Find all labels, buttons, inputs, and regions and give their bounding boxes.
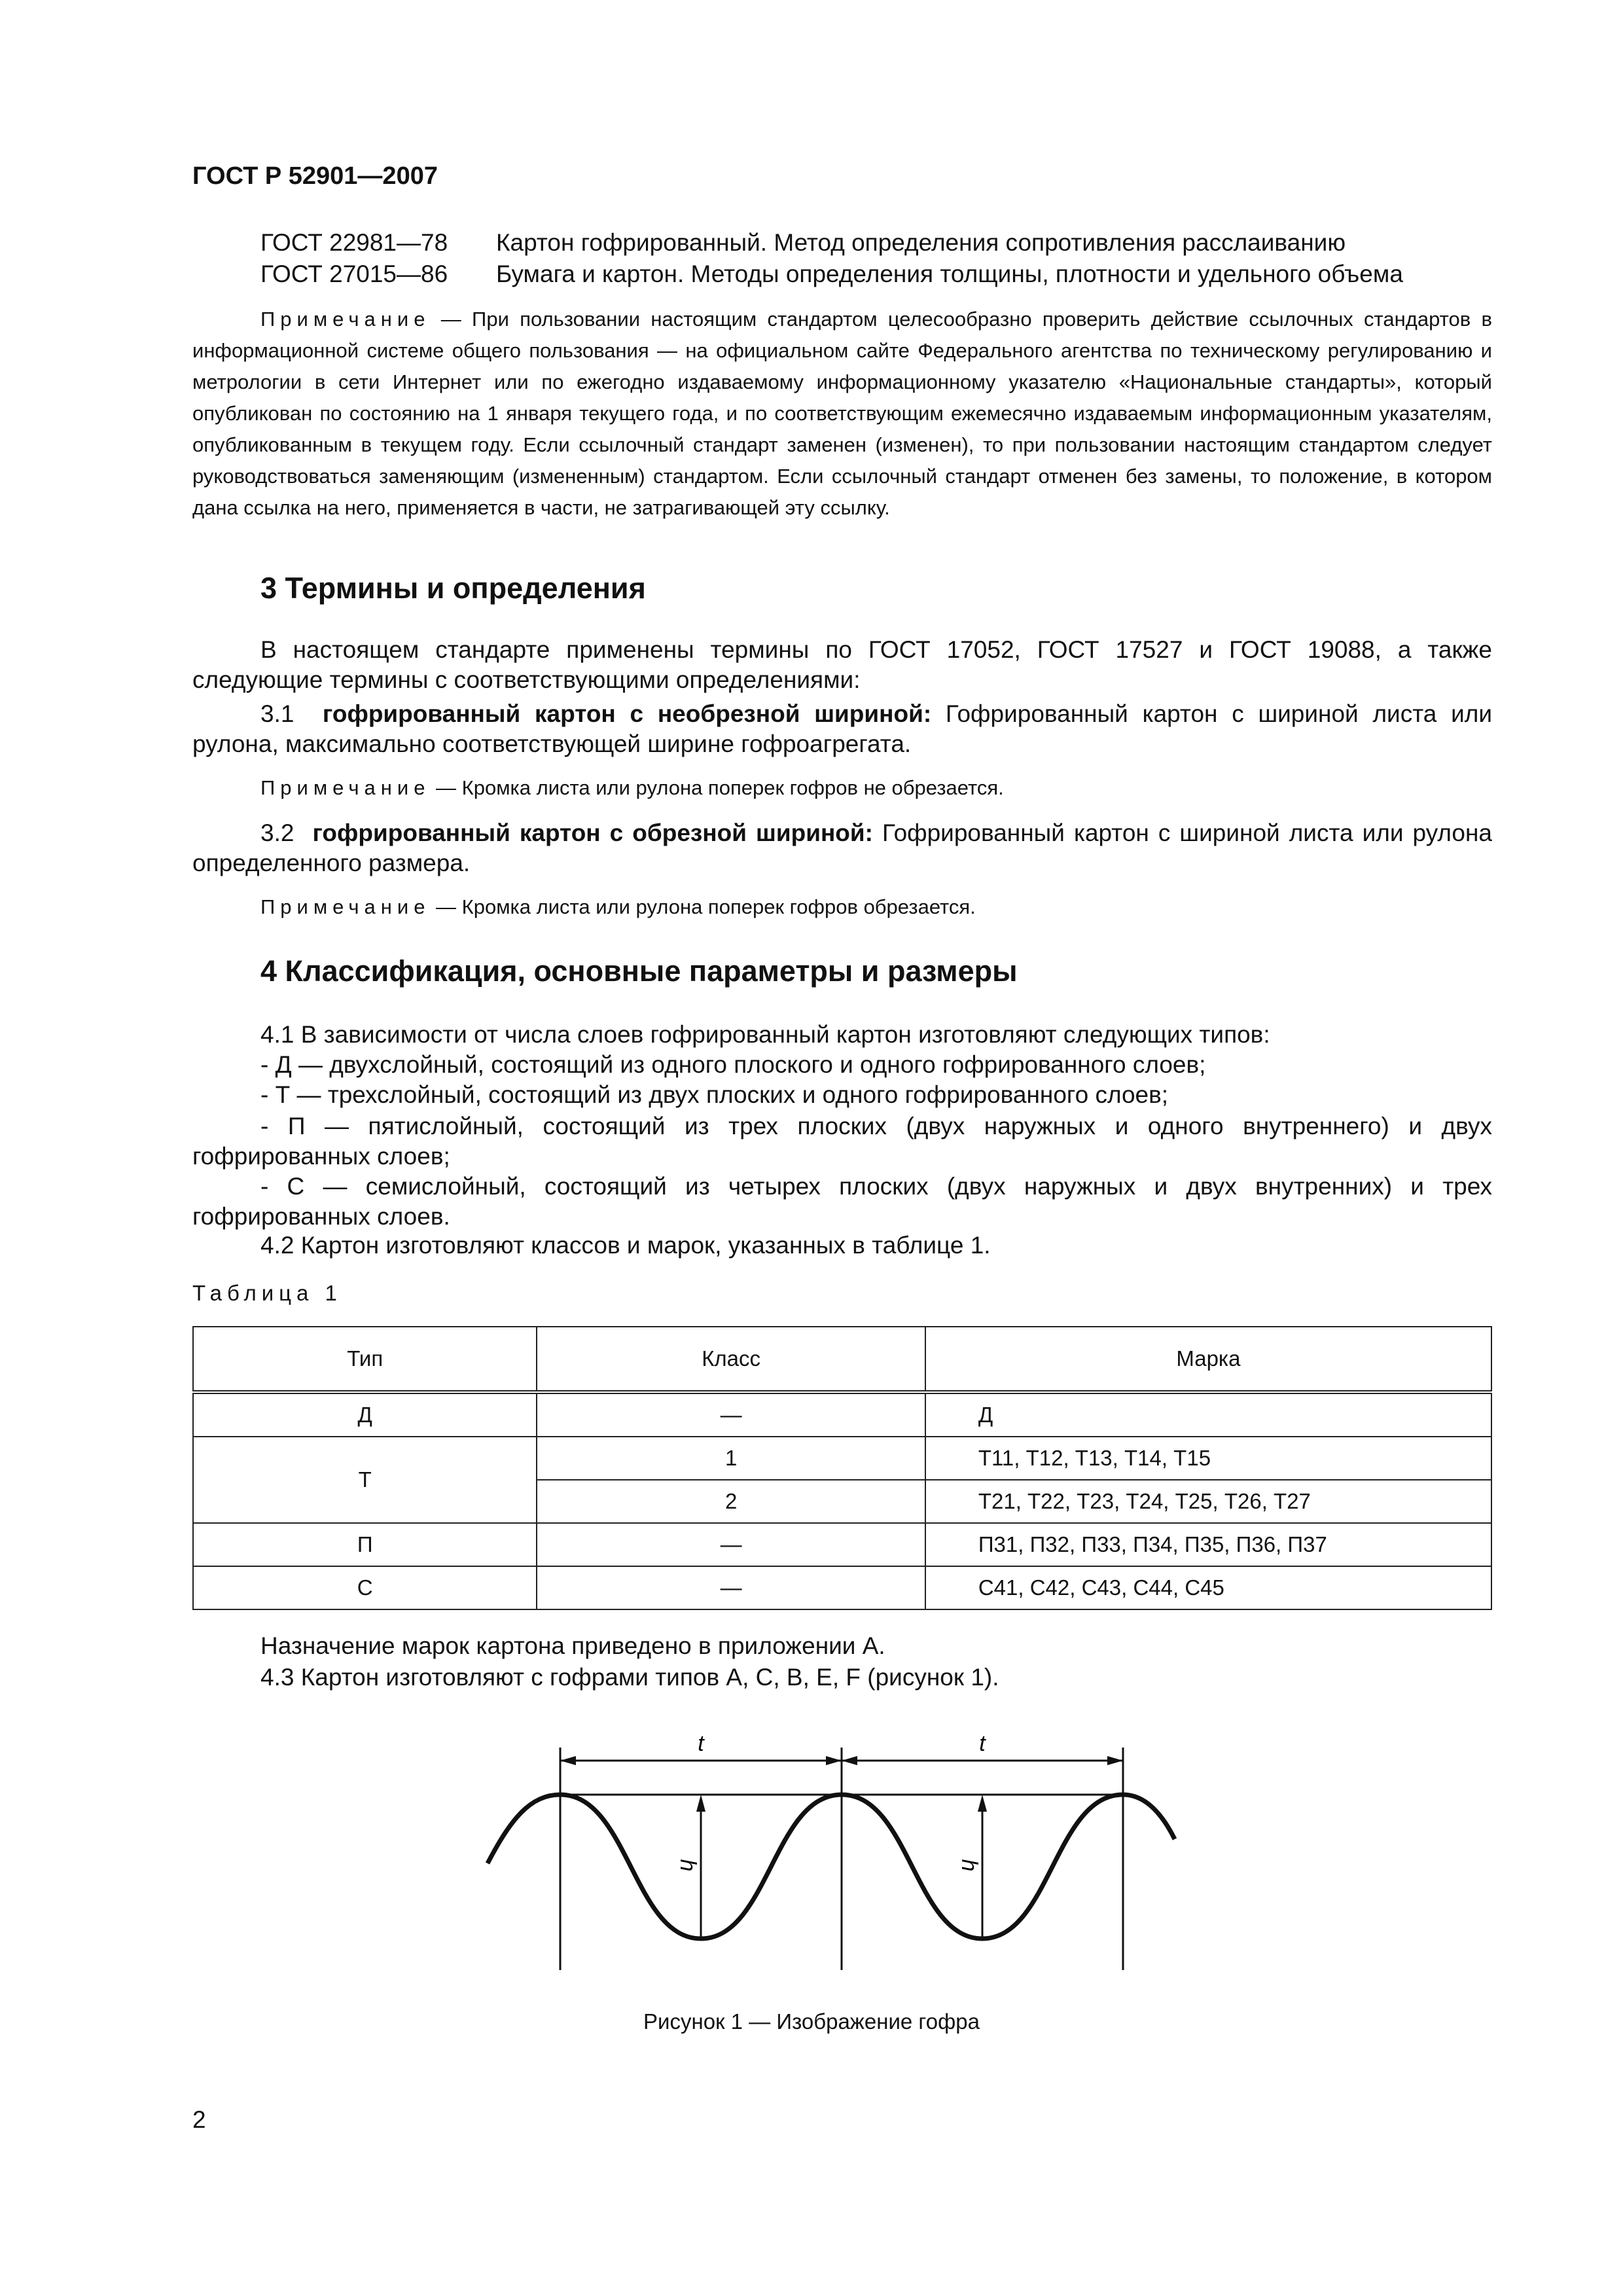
cell-marks: Т21, Т22, Т23, Т24, Т25, Т26, Т27 [925, 1480, 1491, 1523]
header-class: Класс [537, 1327, 925, 1392]
label-h: h [957, 1859, 982, 1872]
arrowhead [696, 1795, 705, 1812]
list-item-type-d: - Д — двухслойный, состоящий из одного плоского и одного гофрированного слоев; [260, 1051, 1206, 1078]
note-label: Примечание [260, 776, 431, 799]
cell-type: С [193, 1566, 537, 1609]
paragraph-4-2: 4.2 Картон изготовляют классов и марок, указанных в таблице 1. [260, 1232, 991, 1259]
page-number: 2 [192, 2106, 206, 2133]
header-marks: Марка [925, 1327, 1491, 1392]
note-label: Примечание [260, 895, 431, 918]
term-3-1 [192, 699, 1492, 759]
term-name: гофрированный картон с обрезной шириной: [312, 819, 873, 846]
after-table-text: Назначение марок картона приведено в приложении А. [260, 1632, 885, 1659]
label-t: t [698, 1731, 704, 1756]
reference-row [260, 229, 1346, 257]
term-3-2 [192, 818, 1492, 878]
arrowhead [560, 1756, 576, 1765]
term-number: 3.2 [260, 819, 294, 846]
cell-marks: П31, П32, П33, П34, П35, П36, П37 [925, 1523, 1491, 1566]
cell-class: — [537, 1566, 925, 1609]
figure-caption: Рисунок 1 — Изображение гофра [643, 2009, 980, 2034]
reference-title: Бумага и картон. Методы определения толщины, плотности и удельного объема [496, 260, 1403, 287]
table-label: Таблица 1 [192, 1281, 342, 1305]
note-text: — Кромка листа или рулона поперек гофров не обрезается. [430, 776, 1004, 799]
arrowhead [826, 1756, 842, 1765]
term-definition: Гофрированный картон с шириной листа или рулона определенного размера. [192, 819, 1493, 876]
note-label: Примечание [260, 308, 431, 331]
cell-class: 2 [537, 1480, 925, 1523]
section-4-title: 4 Классификация, основные параметры и размеры [260, 954, 1018, 988]
corrugation-figure [471, 1728, 1178, 1977]
corrugation-wave [488, 1795, 1175, 1939]
label-t: t [979, 1731, 986, 1756]
cell-type: Д [193, 1392, 537, 1437]
note-referenced-standards [192, 304, 1492, 524]
cell-class: — [537, 1523, 925, 1566]
reference-code: ГОСТ 22981—78 [260, 229, 448, 256]
cell-class: — [537, 1392, 925, 1437]
note-text: — Кромка листа или рулона поперек гофров обрезается. [430, 895, 976, 918]
header-type: Тип [193, 1327, 537, 1392]
table-row [193, 1523, 1491, 1566]
list-item-type-s: - С — семислойный, состоящий из четырех плоских (двух наружных и двух внутренних) и трех гофрированных слоев. [192, 1173, 1492, 1230]
section-3-title: 3 Термины и определения [260, 571, 646, 605]
arrowhead [842, 1756, 857, 1765]
table-header-row [193, 1327, 1491, 1392]
note-text: — При пользовании настоящим стандартом целесообразно проверить действие ссылочных стандартов в информационной системе общего пользования — на официальном сайте Федерального агентства по техническому регулированию и метрологии в сети Интернет или по ежегодно издаваемому информационному указателю «Национальные стандарты», который опубликован по состоянию на 1 января текущего года, и по соответствующим ежемесячно издаваемым информационным указателям, опубликованным в текущем году. Если ссылочный стандарт заменен (изменен), то при пользовании настоящим стандартом следует руководствоваться заменяющим (измененным) стандартом. Если ссылочный стандарт отменен без замены, то положение, в котором дана ссылка на него, применяется в части, не затрагивающей эту ссылку. [192, 308, 1492, 519]
document-header: ГОСТ Р 52901—2007 [192, 162, 438, 190]
section-3-intro: В настоящем стандарте применены термины по ГОСТ 17052, ГОСТ 17527 и ГОСТ 19088, а также следующие термины с соответствующими определениями: [192, 636, 1492, 693]
arrowhead [978, 1795, 987, 1812]
reference-row [260, 260, 1403, 288]
note-term-3-2 [260, 895, 976, 919]
list-item-type-p: - П — пятислойный, состоящий из трех плоских (двух наружных и одного внутреннего) и двух гофрированных слоев; [192, 1113, 1492, 1170]
reference-title: Картон гофрированный. Метод определения сопротивления расслаиванию [496, 229, 1346, 256]
term-definition: Гофрированный картон с шириной листа или рулона, максимально соответствующей ширине гофроагрегата. [192, 700, 1492, 757]
note-term-3-1 [260, 776, 1004, 800]
cell-marks: Т11, Т12, Т13, Т14, Т15 [925, 1437, 1491, 1480]
table-row [193, 1566, 1491, 1609]
cell-type: П [193, 1523, 537, 1566]
arrowhead [1107, 1756, 1123, 1765]
cell-type: Т [193, 1437, 537, 1523]
reference-code: ГОСТ 27015—86 [260, 260, 448, 287]
table-row [193, 1392, 1491, 1437]
classification-table [192, 1326, 1492, 1610]
table-row [193, 1437, 1491, 1480]
list-item-type-t: - Т — трехслойный, состоящий из двух плоских и одного гофрированного слоев; [260, 1081, 1169, 1108]
paragraph-4-3: 4.3 Картон изготовляют с гофрами типов А, С, В, Е, F (рисунок 1). [260, 1664, 999, 1691]
term-name: гофрированный картон с необрезной шириной: [322, 700, 932, 727]
paragraph-4-1: 4.1 В зависимости от числа слоев гофрированный картон изготовляют следующих типов: [260, 1021, 1270, 1048]
cell-marks: С41, С42, С43, С44, С45 [925, 1566, 1491, 1609]
term-number: 3.1 [260, 700, 294, 727]
cell-marks: Д [925, 1392, 1491, 1437]
cell-class: 1 [537, 1437, 925, 1480]
label-h: h [675, 1859, 700, 1872]
